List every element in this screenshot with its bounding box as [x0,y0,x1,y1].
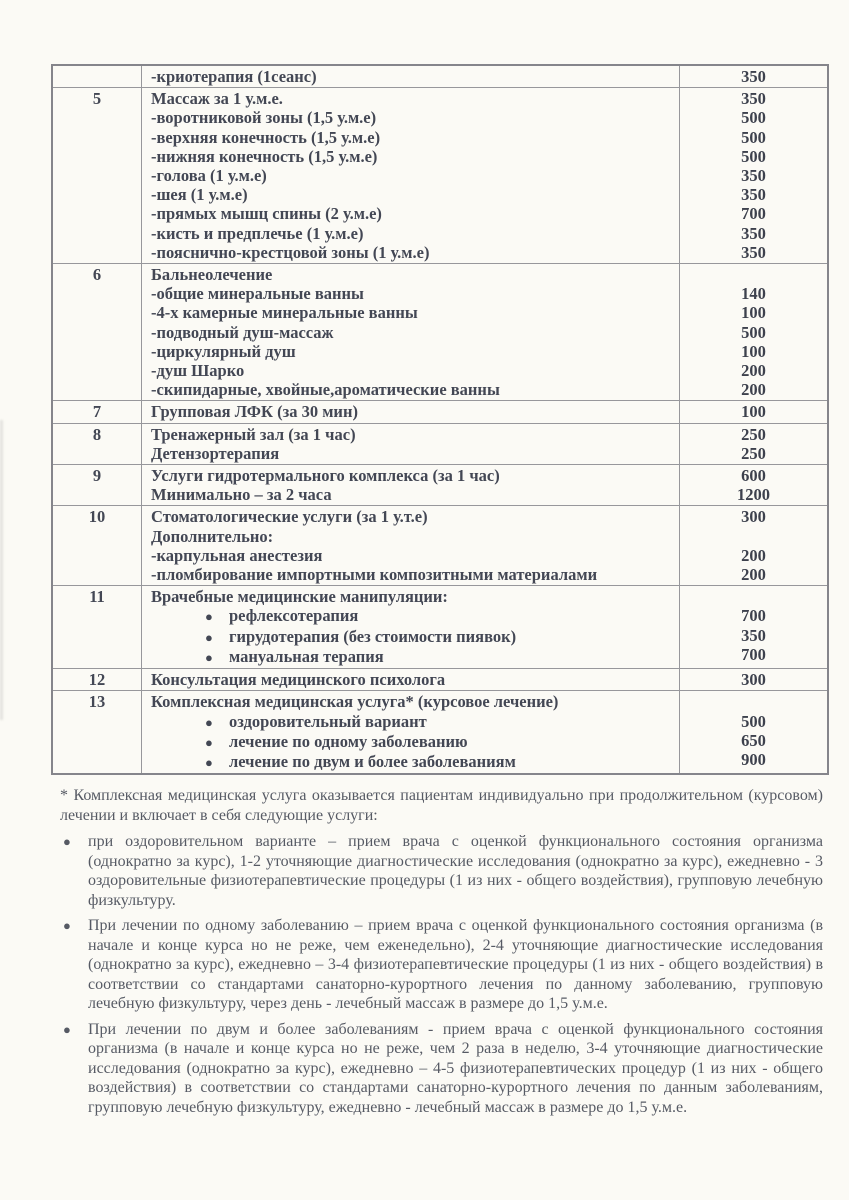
service-line [151,546,671,565]
row-number: 10 [88,507,106,527]
service-label: Услуги гидротермального комплекса (за 1 час) [151,466,500,486]
service-line [151,224,671,243]
bullet-icon: ● [205,754,213,770]
service-line [151,128,671,147]
row-number: 11 [89,587,105,607]
service-label: Минимально – за 2 часа [151,485,332,505]
service-line [151,627,671,647]
price-value: 1200 [737,485,770,505]
service-line [151,485,671,504]
service-line [151,527,671,546]
service-label: -кисть и предплечье (1 у.м.е) [151,223,364,243]
bullet-icon: ● [205,714,213,730]
price-cell [680,691,827,773]
service-line [151,732,671,752]
service-label: Групповая ЛФК (за 30 мин) [151,402,358,422]
price-value: 200 [741,361,766,381]
service-label: -воротниковой зоны (1,5 у.м.е) [151,108,377,128]
service-label: -шея (1 у.м.е) [151,185,248,205]
service-line [151,712,671,732]
service-cell [141,66,680,87]
service-label: Детензортерапия [151,443,280,463]
service-line [151,147,671,166]
service-label: -скипидарные, хвойные,ароматические ванны [151,380,500,400]
service-cell [141,691,680,773]
service-cell [141,465,680,505]
service-line [151,425,671,444]
price-value: 200 [741,545,766,565]
service-line [151,565,671,584]
bullet-icon: ● [205,609,213,625]
service-label: Дополнительно: [151,526,274,546]
service-line [151,265,671,284]
service-cell [141,401,680,422]
price-value: 350 [741,223,766,243]
price-value: 500 [741,108,766,128]
service-label: -карпульная анестезия [151,545,323,565]
price-value: 100 [741,341,766,361]
service-cell [141,424,680,464]
price-table [51,64,829,775]
service-line [151,89,671,108]
service-label: Врачебные медицинские манипуляции: [151,587,448,607]
service-label: рефлексотерапия [229,606,359,626]
service-label: -циркулярный душ [151,341,296,361]
footnote-intro: * Комплексная медицинская услуга оказывается пациентам индивидуально при продолжительном (курсовом) лечении и включает в себя следующие услуги: [60,787,823,824]
service-label: -пояснично-крестцовой зоны (1 у.м.е) [151,242,430,262]
price-value: 350 [741,166,766,186]
service-label: лечение по одному заболеванию [229,731,468,751]
service-line [151,243,671,262]
footnote [57,786,823,1123]
service-label: Массаж за 1 у.м.е. [151,89,283,109]
service-line [151,284,671,303]
footnote-item [57,916,823,1014]
bullet-icon: ● [205,629,213,645]
service-line [151,380,671,399]
price-value: 600 [741,466,766,486]
price-value: 350 [741,67,766,86]
table-row [53,263,827,400]
footnote-item [57,832,823,910]
footnote-list [57,832,823,1117]
table-row [53,668,827,690]
service-label: -общие минеральные ванны [151,284,364,304]
price-cell [680,264,827,400]
service-cell [141,88,680,263]
service-label: -подводный душ-массаж [151,322,334,342]
price-cell [680,424,827,464]
bullet-icon: ● [205,649,213,665]
service-line [151,303,671,322]
price-value: 350 [741,89,766,109]
service-label: Тренажерный зал (за 1 час) [151,424,356,444]
footnote-item-text: при оздоровительном варианте – прием врача с оценкой функционального состояния организма (однократно за курс), 1-2 уточняющие диагностические исследования (однократно за курс), ежедневно - 3 оздоровительные физиотерапевтические процедуры (1 из них - общего воздействия), групповую лечебную физкультуру. [88,833,823,909]
service-line [151,587,671,606]
service-line [151,670,671,689]
service-line [151,323,671,342]
service-cell [141,586,680,668]
service-line [151,507,671,526]
row-number [53,66,141,87]
price-cell [680,586,827,668]
price-value: 500 [741,146,766,166]
price-value [680,265,827,284]
service-label: мануальная терапия [229,646,384,666]
bullet-icon: ● [205,734,213,750]
table-row [53,464,827,505]
price-value: 500 [741,711,766,731]
service-line [151,204,671,223]
service-label: Консультация медицинского психолога [151,670,446,690]
service-label: -душ Шарко [151,361,245,381]
row-number: 8 [92,424,102,444]
row-number: 7 [92,402,102,422]
service-line [151,647,671,667]
price-value: 500 [741,322,766,342]
price-value: 350 [741,625,766,645]
service-line [151,402,671,421]
price-value: 650 [741,730,766,750]
footnote-item-text: При лечении по одному заболеванию – прием врача с оценкой функционального состояния организма (в начале и конце курса но не реже, чем еженедельно), 2-4 уточняющие диагностические исследования (однократно за курс), ежедневно – 3-4 физиотерапевтические процедуры (1 из них - общего воздействия) в соответствии со стандартами санаторно-курортного лечения по данному заболеванию, групповую лечебную физкультуру, через день - лечебный массаж в размере до 1,5 у.м.е. [88,917,823,1012]
table-row [53,585,827,668]
service-line [151,166,671,185]
service-label: лечение по двум и более заболеваниям [229,751,516,771]
table-row [53,87,827,263]
price-cell [680,88,827,263]
table-row [53,400,827,422]
service-line [151,342,671,361]
service-label: Комплексная медицинская услуга* (курсовое лечение) [151,692,559,712]
service-label: -верхняя конечность (1,5 у.м.е) [151,127,381,147]
service-label: гирудотерапия (без стоимости пиявок) [229,626,517,646]
price-value: 100 [741,402,766,422]
table-row [53,66,827,87]
service-label: оздоровительный вариант [229,711,427,731]
price-value: 250 [741,443,766,463]
price-value: 140 [741,284,766,304]
row-number: 13 [88,692,106,712]
service-label: -прямых мышц спины (2 у.м.е) [151,204,382,224]
service-label: -4-х камерные минеральные ванны [151,303,418,323]
service-label: -пломбирование импортными композитными материалами [151,565,598,585]
table-row [53,505,827,585]
row-number: 12 [88,670,106,690]
service-label: -голова (1 у.м.е) [151,166,267,186]
service-line [151,466,671,485]
price-value: 350 [741,242,766,262]
service-label: -нижняя конечность (1,5 у.м.е) [151,146,378,166]
price-value: 300 [741,670,766,690]
row-number: 9 [92,466,102,486]
table-row [53,423,827,464]
price-value: 100 [741,303,766,323]
service-label: -криотерапия (1сеанс) [151,67,317,86]
price-value: 200 [741,565,766,585]
price-cell [680,465,827,505]
service-label: Стоматологические услуги (за 1 у.т.е) [151,507,428,527]
service-line [151,67,671,86]
price-value: 300 [741,507,766,527]
service-line [151,606,671,626]
price-value: 700 [741,204,766,224]
footnote-bullet-icon: ● [63,834,71,849]
price-value: 700 [741,606,766,626]
price-value: 500 [741,127,766,147]
service-line [151,108,671,127]
row-number: 5 [92,89,102,109]
service-line [151,692,671,711]
service-label: Бальнеолечение [151,265,273,285]
service-line [151,752,671,772]
scan-artifact [0,420,3,720]
price-value: 200 [741,380,766,400]
row-number: 6 [92,265,102,285]
price-value [680,527,827,546]
service-cell [141,506,680,585]
price-value [680,692,827,711]
table-row [53,690,827,773]
service-line [151,185,671,204]
price-value: 700 [741,644,766,664]
service-cell [141,264,680,400]
service-cell [141,669,680,690]
price-value: 250 [741,424,766,444]
footnote-item [57,1020,823,1118]
price-cell [680,669,827,690]
price-cell [680,506,827,585]
price-value [680,587,827,606]
price-value: 350 [741,185,766,205]
price-cell [680,66,827,87]
footnote-bullet-icon: ● [63,918,71,933]
footnote-item-text: При лечении по двум и более заболеваниям - прием врача с оценкой функционального состояния организма (в начале и конце курса но не реже, чем 2 раза в неделю, 3-4 уточняющие диагностические исследования (однократно за курс), ежедневно – 4-5 физиотерапевтических процедур (1 из них - общего воздействия) в соответствии со стандартами санаторно-курортного лечения по данным заболеваниям, групповую лечебную физкультуру, ежедневно - лечебный массаж в размере до 1,5 у.м.е. [88,1020,823,1116]
price-value: 900 [741,749,766,769]
footnote-bullet-icon: ● [63,1021,71,1037]
service-line [151,361,671,380]
price-cell [680,401,827,422]
service-line [151,444,671,463]
